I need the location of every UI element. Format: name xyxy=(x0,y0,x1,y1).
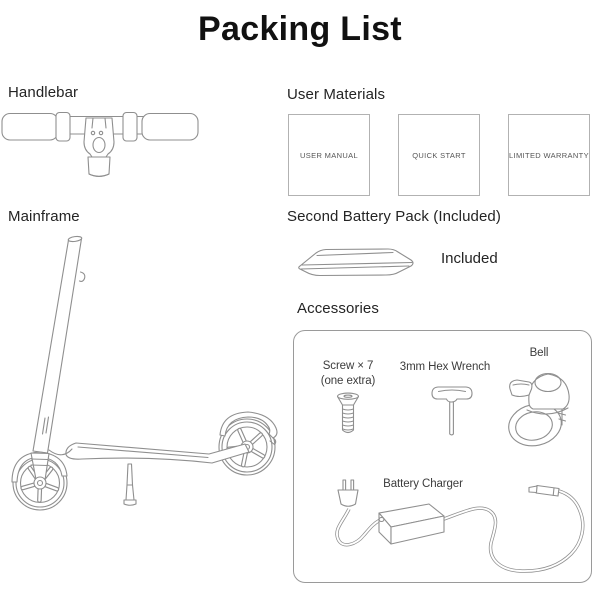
battery-charger-label: Battery Charger xyxy=(383,478,463,490)
handlebar-illustration xyxy=(0,112,200,192)
user-materials-row xyxy=(288,114,590,196)
screw-sublabel: (one extra) xyxy=(320,375,376,388)
quick-start-label: QUICK START xyxy=(412,150,466,160)
limited-warranty-label: LIMITED WARRANTY xyxy=(509,150,589,160)
user-manual-label: USER MANUAL xyxy=(299,150,359,160)
user-manual-card xyxy=(288,114,370,196)
bell-illustration xyxy=(507,363,571,449)
screw-label: Screw × 7 xyxy=(322,360,374,372)
screw-illustration xyxy=(337,392,359,437)
screw-label-group xyxy=(298,359,398,389)
accessories-box xyxy=(293,330,592,583)
battery-included-note: Included xyxy=(441,250,498,267)
scooter-mainframe-illustration xyxy=(2,228,287,513)
user-materials-heading: User Materials xyxy=(287,86,386,103)
page-title: Packing List xyxy=(198,10,402,48)
hex-wrench-label: 3mm Hex Wrench xyxy=(399,361,491,373)
accessories-heading: Accessories xyxy=(297,300,379,317)
battery-charger-illustration xyxy=(328,471,586,575)
second-battery-heading: Second Battery Pack (Included) xyxy=(287,208,501,225)
quick-start-card xyxy=(398,114,480,196)
handlebar-heading: Handlebar xyxy=(8,84,79,101)
battery-pack-illustration xyxy=(296,244,418,280)
mainframe-heading: Mainframe xyxy=(8,208,80,225)
bell-label: Bell xyxy=(529,347,549,359)
hex-wrench-illustration xyxy=(431,386,473,439)
limited-warranty-card xyxy=(508,114,590,196)
